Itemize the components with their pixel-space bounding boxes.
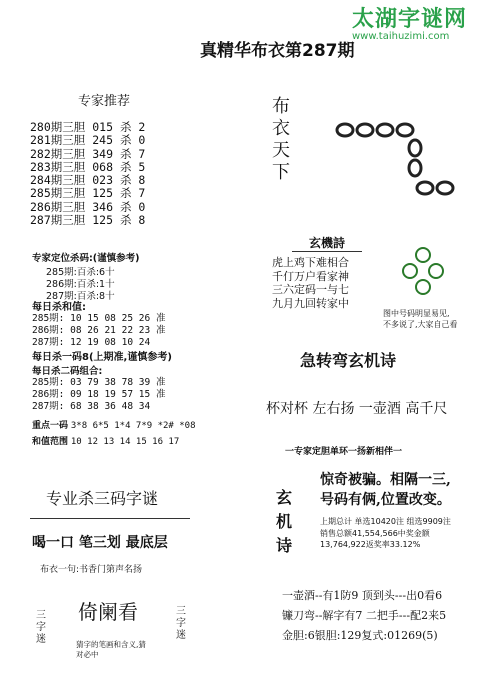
sales-stat: 销售总额41,554,566中奖金额 <box>320 528 430 538</box>
poem-line: 虎上鸡下难相合 <box>272 256 349 269</box>
daily-one-sub: 每日杀二码组合: <box>32 366 103 377</box>
fixed-position-row: 286期:百杀:1十 <box>46 279 115 290</box>
riddle-caption: 猜字的笔画和含义,猜 对必中 <box>76 640 146 659</box>
image-note: 图中号码明显易见, 不多说了,大家自己看 <box>383 309 458 329</box>
fixed-position-header: 专家定位杀码:(谨慎参考) <box>32 253 140 264</box>
expert-row: 284期三胆 023 杀 8 <box>30 173 146 188</box>
buyi-vertical: 布 衣 天 下 <box>272 96 290 183</box>
kill3-slogan: 喝一口 笔三划 最底层 <box>32 535 168 551</box>
daily-one-header: 每日杀一码8(上期准,谨慎参考) <box>32 352 172 363</box>
fixed-position-row: 287期:百杀:8十 <box>46 291 115 302</box>
sum-range: 和值范围 10 12 13 14 15 16 17 <box>32 437 180 447</box>
divider <box>30 518 190 519</box>
expert-list-title: 一专家定胆单环一扬新相伴一 <box>285 447 403 457</box>
expert-row: 282期三胆 349 杀 7 <box>30 146 146 161</box>
fixed-position-section <box>32 250 232 303</box>
riddle-left-vertical: 三 字 迷 <box>36 610 46 645</box>
daily-one-section <box>32 348 252 447</box>
daily-kill-row: 285期: 10 15 08 25 26 准 <box>32 313 166 324</box>
expert-section <box>30 90 235 227</box>
sales-stat: 13,764,922返奖率33.12% <box>320 540 421 549</box>
expert-row: 281期三胆 245 杀 0 <box>30 133 146 148</box>
poem-line: 千仃万户看家神 <box>272 269 349 283</box>
logo-url: www.taihuzimi.com <box>352 31 450 42</box>
expert-row: 286期三胆 346 杀 0 <box>30 199 146 214</box>
daily-kill-row: 286期: 08 26 21 22 23 准 <box>32 325 166 336</box>
fixed-position-row: 285期:百杀:6十 <box>46 267 115 278</box>
kill3-title: 专业杀三码字谜 <box>46 489 159 508</box>
page-title: 真精华布衣第287期 <box>200 41 355 61</box>
sales-stat: 上期总计 单选10420注 组选9909注 <box>320 517 451 526</box>
xuanji-poem-line: 惊奇被骗。相隔一三, <box>320 472 451 488</box>
xuanji-title: 玄機詩 <box>292 234 362 252</box>
key-code: 重点一码 3*8 6*5 1*4 7*9 *2# *08 <box>32 421 196 431</box>
riddle-right-vertical: 三 字 迷 <box>176 606 186 641</box>
daily-one-row: 286期: 09 18 19 57 15 准 <box>32 389 166 400</box>
poem-line: 九月九回转家中 <box>272 296 349 310</box>
urgent-line: 杯对杯 左右扬 一壶酒 高千尺 <box>266 401 448 417</box>
xuanji-vertical: 玄 机 诗 <box>276 488 293 555</box>
poem-line: 三六定码一与七 <box>272 283 349 296</box>
expert-row: 285期三胆 125 杀 7 <box>30 186 146 201</box>
bottom-line: 金胆:6银胆:129复式:01269(5) <box>282 629 438 642</box>
daily-one-row: 285期: 03 79 38 78 39 准 <box>32 377 166 388</box>
site-logo[interactable] <box>352 2 498 40</box>
coin-cluster-icon <box>398 245 448 300</box>
xuanji-poem-line: 号码有俩,位置改变。 <box>320 492 451 508</box>
riddle-word: 倚阑看 <box>78 600 138 624</box>
coin-chain-icon <box>330 110 460 210</box>
bottom-line: 镰刀弯--解字有7 二把手---配2来5 <box>282 609 447 622</box>
expert-row: 287期三胆 125 杀 8 <box>30 213 146 228</box>
expert-row: 280期三胆 015 杀 2 <box>30 120 146 134</box>
xuanji-box <box>320 470 495 551</box>
daily-kill-row: 287期: 12 19 08 10 24 <box>32 337 151 348</box>
urgent-title: 急转弯玄机诗 <box>300 351 397 370</box>
daily-kill-section <box>32 298 242 349</box>
expert-row: 283期三胆 068 杀 5 <box>30 159 146 174</box>
xuanji-poem-box <box>272 234 382 310</box>
logo-text: 太湖字谜网 <box>352 6 468 32</box>
kill3-sentence: 布衣一句:书香门第声名扬 <box>40 565 143 575</box>
daily-one-row: 287期: 68 38 36 48 34 <box>32 401 151 412</box>
daily-kill-header: 每日杀和值: <box>32 302 86 313</box>
expert-header: 专家推荐 <box>78 94 131 109</box>
bottom-line: 一壶酒--有1防9 顶到头---出0看6 <box>282 589 443 602</box>
bottom-right-box <box>282 586 497 646</box>
